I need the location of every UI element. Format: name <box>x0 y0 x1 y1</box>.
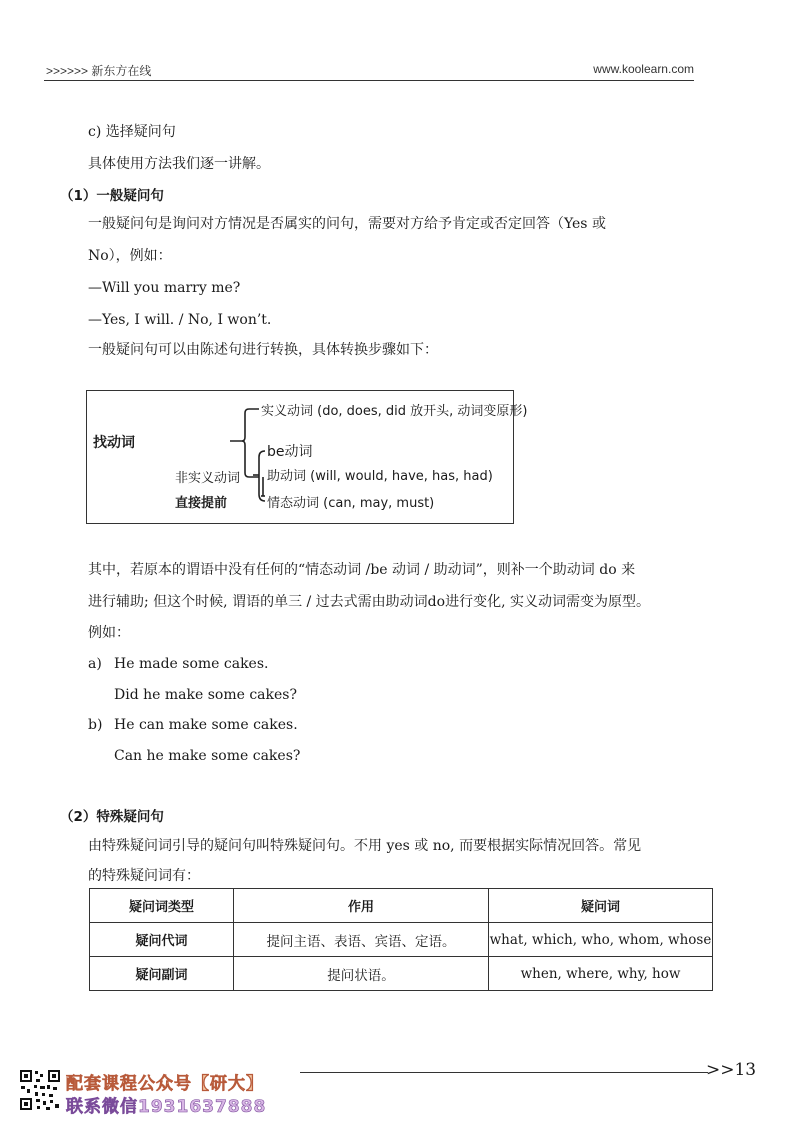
note-line3: 例如： <box>88 625 130 641</box>
watermark-stamp-line2: 联系微信1931637888 <box>66 1097 267 1117</box>
item-c: c) 选择疑问句 <box>88 124 176 140</box>
diagram-branch2-sub: 直接提前 <box>175 496 228 511</box>
example-b-line2: Can he make some cakes? <box>114 748 301 764</box>
page-number: >>13 <box>706 1060 757 1080</box>
example-b-line1: He can make some cakes. <box>114 717 298 733</box>
table-cell: what, which, who, whom, whose <box>489 923 713 957</box>
example-a-label: a) <box>88 656 102 672</box>
header-divider <box>44 80 694 81</box>
example-b-label: b) <box>88 717 103 733</box>
section2-para-line2: 的特殊疑问词有： <box>88 868 200 884</box>
table-header: 疑问词 <box>489 889 713 923</box>
diagram-sub2: 助动词 (will, would, have, has, had) <box>267 469 493 484</box>
table-cell: 疑问代词 <box>90 923 234 957</box>
section2-para-line1: 由特殊疑问词引导的疑问句叫特殊疑问句。不用 yes 或 no, 而要根据实际情况回答。常见 <box>88 838 642 854</box>
table-cell: when, where, why, how <box>489 957 713 991</box>
diagram-branch1-text: 实义动词 (do, does, did 放开头, 动词变原形) <box>261 404 528 419</box>
example-question: —Will you marry me? <box>88 280 241 296</box>
table-cell: 提问状语。 <box>234 957 489 991</box>
diagram-branch1 <box>261 400 528 419</box>
table-header: 作用 <box>234 889 489 923</box>
table-row <box>90 923 713 957</box>
footer-divider <box>300 1072 708 1073</box>
example-a-line2: Did he make some cakes? <box>114 687 297 703</box>
conversion-intro: 一般疑问句可以由陈述句进行转换，具体转换步骤如下： <box>88 342 438 358</box>
section1-para-line2: No），例如： <box>88 248 172 264</box>
table-header-row <box>90 889 713 923</box>
section1-para-line1: 一般疑问句是询问对方情况是否属实的问句，需要对方给予肯定或否定回答（Yes 或 <box>88 216 606 232</box>
intro-text: 具体使用方法我们逐一讲解。 <box>88 156 270 172</box>
diagram-root: 找动词 <box>93 435 135 451</box>
diagram-sub1: be动词 <box>267 444 313 460</box>
section1-title: （1）一般疑问句 <box>60 188 164 204</box>
watermark-stamp-line1: 配套课程公众号【研大】 <box>66 1074 264 1094</box>
diagram-branch2: 非实义动词 <box>175 471 241 486</box>
table-header: 疑问词类型 <box>90 889 234 923</box>
qr-code-icon <box>18 1068 62 1112</box>
table-cell: 疑问副词 <box>90 957 234 991</box>
note-line1: 其中，若原本的谓语中没有任何的“情态动词 /be 动词 / 助动词”，则补一个助动词 do 来 <box>88 562 636 578</box>
header-left: >>>>>> 新东方在线 <box>46 64 152 78</box>
table-cell: 提问主语、表语、宾语、定语。 <box>234 923 489 957</box>
example-a-line1: He made some cakes. <box>114 656 269 672</box>
diagram-sub3: 情态动词 (can, may, must) <box>267 496 435 511</box>
table-row <box>90 957 713 991</box>
example-answer: —Yes, I will. / No, I won’t. <box>88 312 272 328</box>
note-line2: 进行辅助; 但这个时候, 谓语的单三 / 过去式需由助动词do进行变化, 实义动词需变为原型。 <box>88 594 650 610</box>
section2-title: （2）特殊疑问句 <box>60 809 164 825</box>
question-words-table <box>89 888 713 991</box>
conversion-diagram <box>86 390 528 524</box>
header-right: www.koolearn.com <box>593 62 694 76</box>
